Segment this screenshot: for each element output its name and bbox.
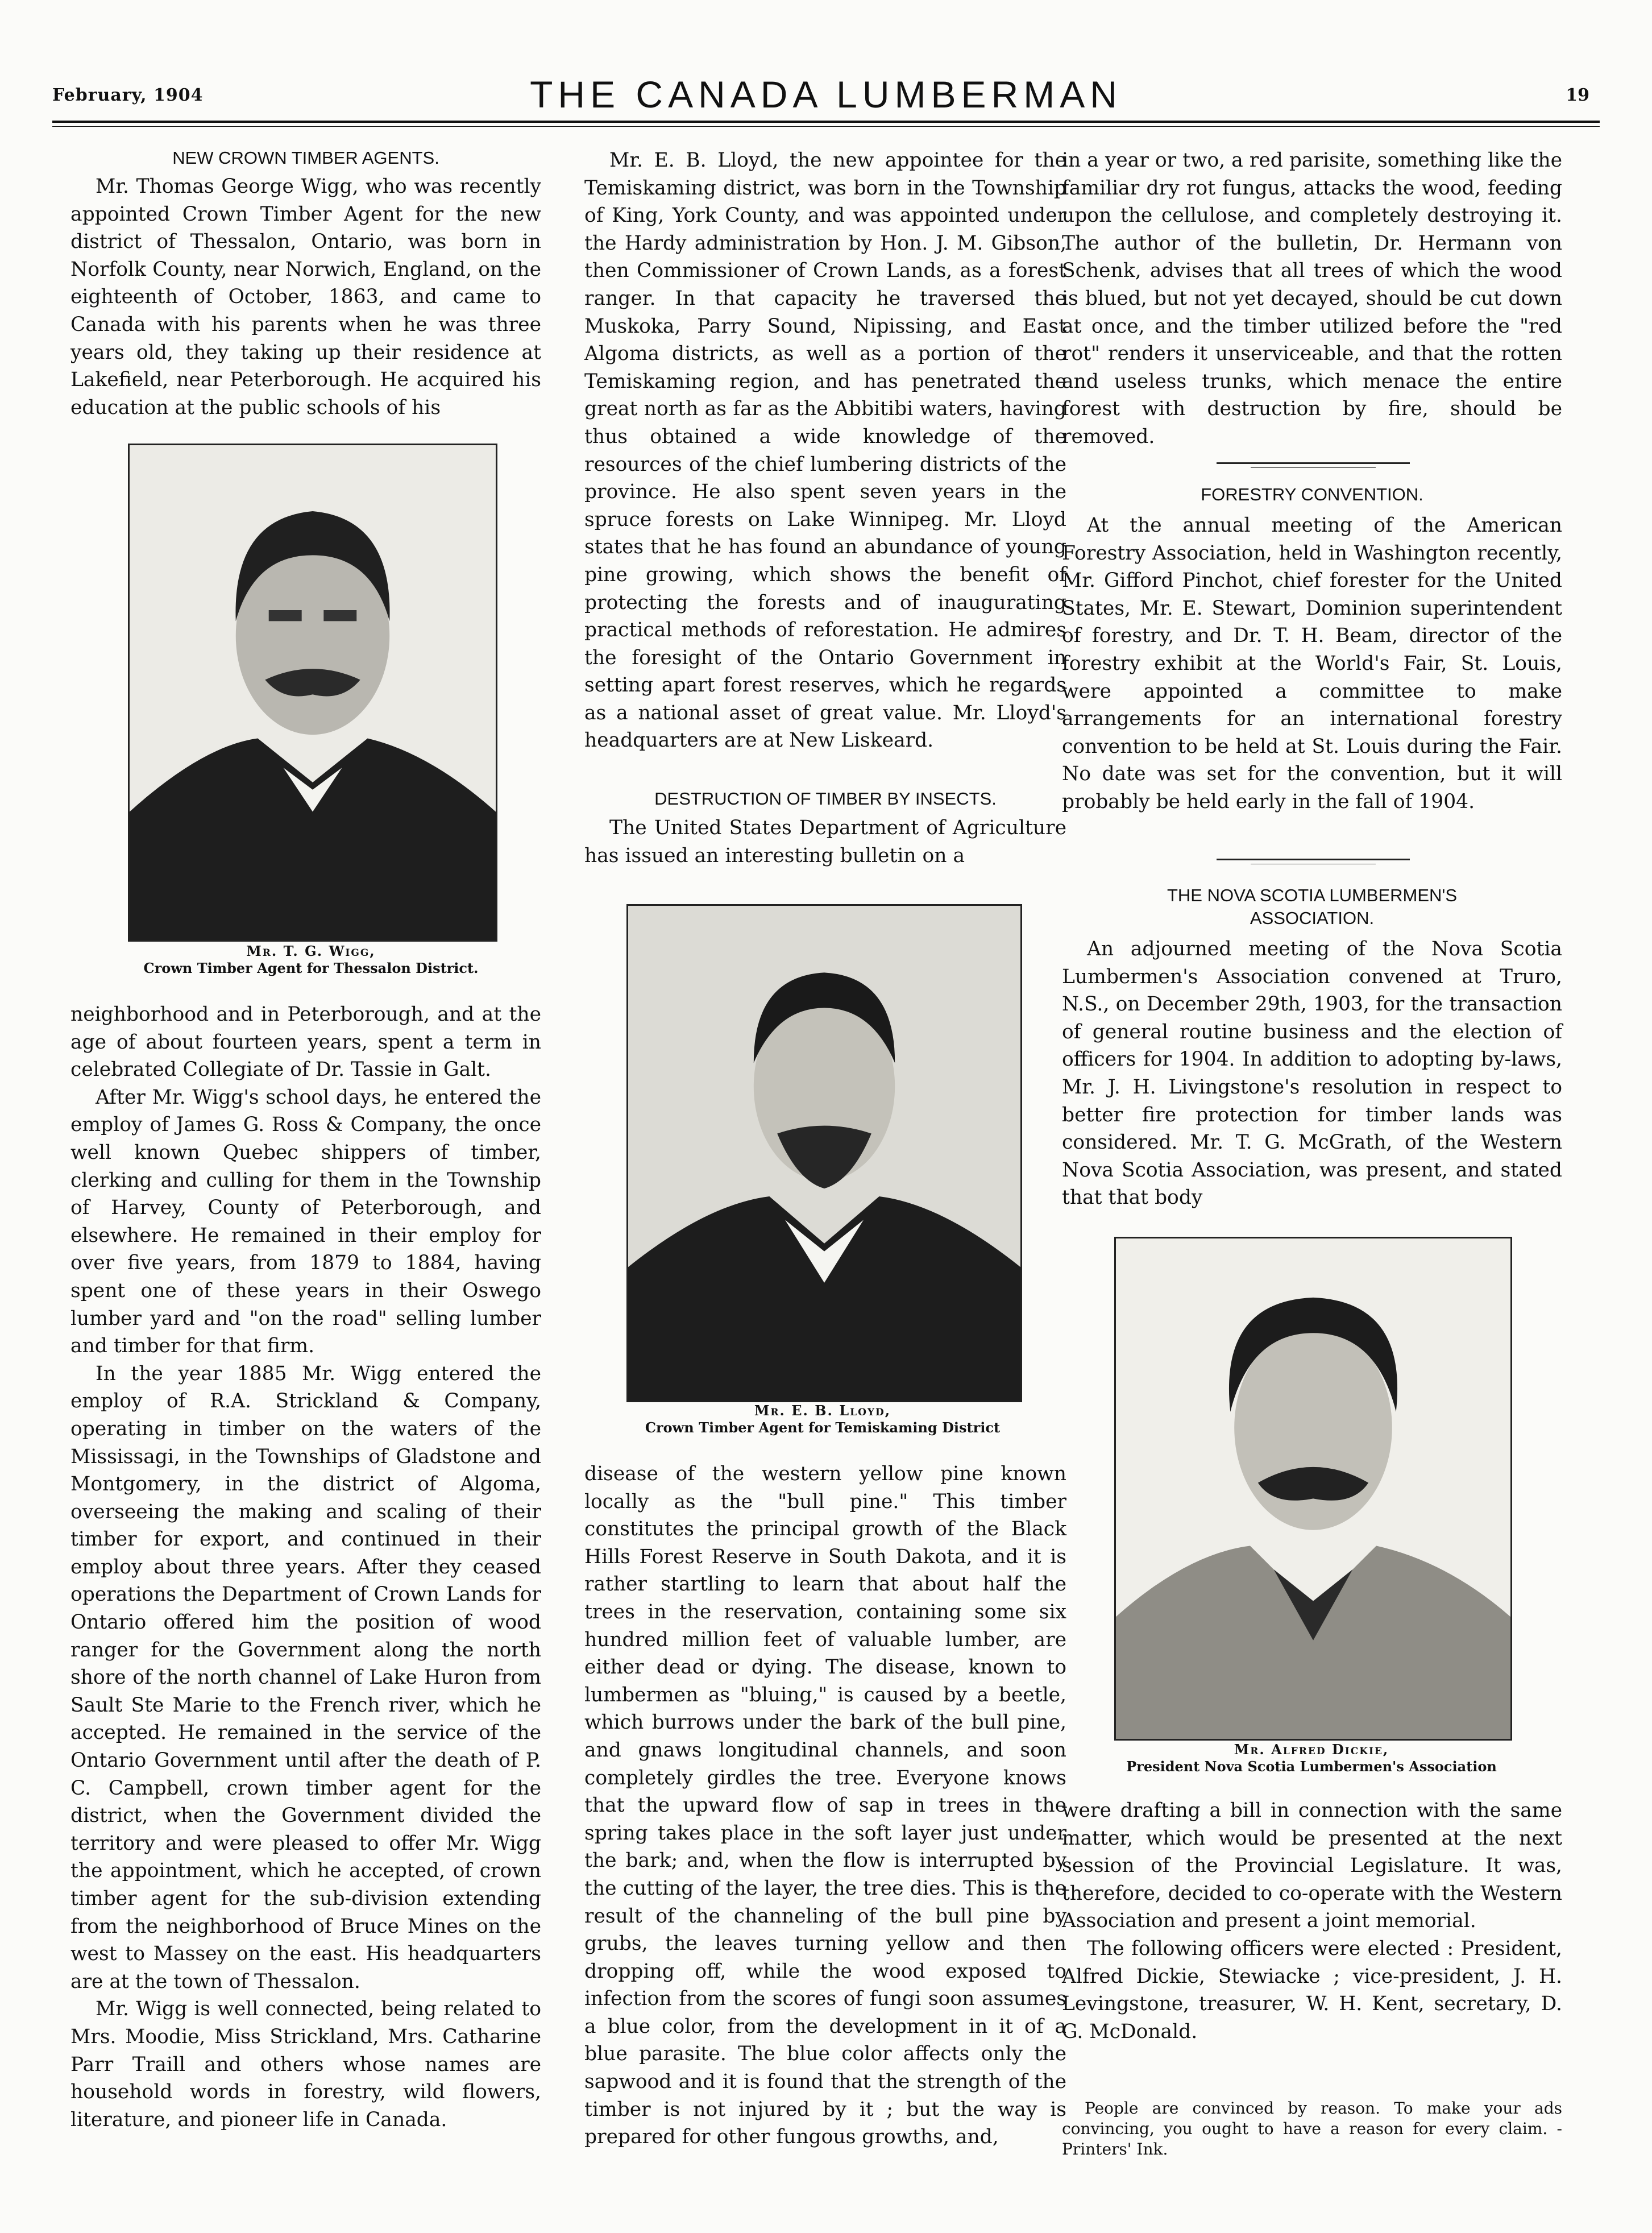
- caption-wigg: [128, 943, 494, 977]
- separator-rule-1: [1217, 462, 1410, 468]
- caption-dickie-name: Mr. Alfred Dickie,: [1234, 1741, 1389, 1758]
- caption-wigg-title: Crown Timber Agent for Thessalon District.: [143, 960, 479, 976]
- paragraph-red-rot: in a year or two, a red parisite, something like the familiar dry rot fungus, attacks the wood, feeding upon the cellulose, and completely destroying it. The author of the bulletin, Dr. Hermann von Schenk, advises that all trees of which the wood is blued, but not yet decayed, should be cut down at once, and the timber utilized before the "red rot" renders it unserviceable, and that the rotten and useless trunks, which menace the entire forest with destruction by fire, should be removed.: [1062, 149, 1562, 448]
- caption-lloyd-name: Mr. E. B. Lloyd,: [754, 1402, 891, 1419]
- header-rule-thin: [52, 126, 1600, 127]
- paragraph-nova-scotia-bill: were drafting a bill in connection with the same matter, which would be presented at the next session of the Provincial Legislature. It was, therefore, decided to co-operate with the Western Association and present a joint memorial.: [1062, 1799, 1562, 1933]
- paragraph-forestry-convention: At the annual meeting of the American Forestry Association, held in Washington recently, Mr. Gifford Pinchot, chief forester for the United States, Mr. E. Stewart, Dominion superintendent of forestry, and Dr. T. H. Beam, director of the forestry exhibit at the World's Fair, St. Louis, were appointed a committee to make arrangements for an international forestry convention to be held at St. Louis during the Fair. No date was set for the convention, but it will probably be held early in the fall of 1904.: [1062, 514, 1562, 813]
- portrait-lloyd-image: [628, 906, 1020, 1401]
- heading-new-crown-timber-agents: NEW CROWN TIMBER AGENTS.: [172, 148, 439, 168]
- heading-nova-scotia-association: [1062, 884, 1562, 930]
- column-2-bottom: [584, 1460, 1066, 2151]
- paragraph-wigg-strickland: In the year 1885 Mr. Wigg entered the employ of R.A. Strickland & Company, operating in timber on the waters of the Mississagi, in the Townships of Gladstone and Montgomery, in the district of Algoma, overseeing the making and scaling of their timber for export, and continued in their employ about three years. After they ceased operations the Department of Crown Lands for Ontario offered him the position of wood ranger for the Government along the north shore of the north channel of Lake Huron from Sault Ste Marie to the French river, which he accepted. He remained in the service of the Ontario Government until after the death of P. C. Campbell, crown timber agent for the district, when the Government divided the territory and were pleased to offer Mr. Wigg the appointment, which he accepted, of crown timber agent for the sub-division extending from the neighborhood of Bruce Mines on the west to Massey on the east. His headquarters are at the town of Thessalon.: [70, 1362, 541, 1993]
- heading-nova-scotia-line2: ASSOCIATION.: [1250, 908, 1375, 928]
- column-1-bottom: [70, 1001, 541, 2133]
- portrait-dickie-image: [1116, 1238, 1510, 1739]
- portrait-photo-lloyd: [626, 904, 1022, 1402]
- header-rule-thick: [52, 121, 1600, 123]
- caption-lloyd: [626, 1402, 1019, 1436]
- column-2-top: [584, 147, 1066, 755]
- portrait-photo-dickie: [1114, 1237, 1512, 1741]
- paragraph-wigg-intro: Mr. Thomas George Wigg, who was recently appointed Crown Timber Agent for the new district of Thessalon, Ontario, was born in Norfolk County, near Norwich, England, on the eighteenth of October, 1863, and came to Canada with his parents when he was three years old, they taking up their residence at Lakefield, near Peterborough. He acquired his education at the public schools of his: [70, 175, 541, 419]
- portrait-wigg-image: [130, 445, 496, 940]
- column-2-insects-intro: [584, 814, 1066, 869]
- masthead-title: THE CANADA LUMBERMAN: [530, 73, 1122, 115]
- caption-dickie: [1114, 1741, 1509, 1775]
- filler-text: People are convinced by reason. To make your ads convincing, you ought to have a reason for every claim. -Printers' Ink.: [1062, 2099, 1562, 2159]
- paragraph-lloyd: Mr. E. B. Lloyd, the new appointee for the Temiskaming district, was born in the Township of King, York County, and was appointed under the Hardy administration by Hon. J. M. Gibson, then Commissioner of Crown Lands, as a forest ranger. In that capacity he traversed the Muskoka, Parry Sound, Nipissing, and East Algoma districts, as well as a portion of the Temiskaming region, and has penetrated the great north as far as the Abbitibi waters, having thus obtained a wide knowledge of the resources of the chief lumbering districts of the province. He also spent seven years in the spruce forests on Lake Winnipeg. Mr. Lloyd states that he has found an abundance of young pine growing, which shows the benefit of protecting the forests and of inaugurating practical methods of reforestation. He admires the foresight of the Ontario Government in setting apart forest reserves, which he regards as a national asset of great value. Mr. Lloyd's headquarters are at New Liskeard.: [584, 149, 1066, 752]
- paragraph-officers-elected: The following officers were elected : President, Alfred Dickie, Stewiacke ; vice-president, J. H. Levingstone, treasurer, W. H. Kent, secretary, D. G. McDonald.: [1062, 1937, 1562, 2043]
- caption-lloyd-title: Crown Timber Agent for Temiskaming District: [645, 1419, 1001, 1436]
- paragraph-bull-pine: disease of the western yellow pine known locally as the "bull pine." This timber constitutes the principal growth of the Black Hills Forest Reserve in South Dakota, and it is rather startling to learn that about half the trees in the reservation, containing some six hundred million feet of valuable lumber, are either dead or dying. The disease, known to lumbermen as "bluing," is caused by a beetle, which burrows under the bark of the bull pine, and gnaws longitudinal channels, and soon completely girdles the tree. Everyone knows that the upward flow of sap in trees in the spring takes place in the soft layer just under the bark; and, when the flow is interrupted by the cutting of the layer, the tree dies. This is the result of the channeling of the bull pine by grubs, the leaves turning yellow and then dropping off, while the wood exposed to infection from the scores of fungi soon assumes a blue color, from the development in it of a blue parasite. The blue color affects only the sapwood and it is found that the strength of the timber is not injured by it ; but the way is prepared for other fungous growths, and,: [584, 1463, 1066, 2149]
- separator-rule-2: [1217, 859, 1410, 864]
- column-3-bottom: [1062, 1797, 1562, 2045]
- paragraph-wigg-ross: After Mr. Wigg's school days, he entered the employ of James G. Ross & Company, the once well known Quebec shippers of timber, clerking and culling for them in the Township of Harvey, County of Peterborough, and elsewhere. He remained in their employ for over five years, from 1879 to 1884, having spent one of these years in their Oswego lumber yard and "on the road" selling lumber and timber for that firm.: [70, 1086, 541, 1358]
- caption-dickie-title: President Nova Scotia Lumbermen's Association: [1126, 1758, 1497, 1775]
- page-number: 19: [1566, 85, 1589, 105]
- heading-forestry-convention: FORESTRY CONVENTION.: [1201, 484, 1423, 504]
- caption-wigg-name: Mr. T. G. Wigg,: [246, 943, 376, 959]
- paragraph-wigg-education: neighborhood and in Peterborough, and at the age of about fourteen years, spent a term in celebrated Collegiate of Dr. Tassie in Galt.: [70, 1003, 541, 1082]
- heading-destruction-of-timber: DESTRUCTION OF TIMBER BY INSECTS.: [654, 789, 997, 809]
- column-3-forestry: [1062, 512, 1562, 816]
- heading-nova-scotia-line1: THE NOVA SCOTIA LUMBERMEN'S: [1167, 885, 1458, 905]
- column-3-nova-scotia: [1062, 935, 1562, 1212]
- column-1-top: [70, 173, 541, 421]
- paragraph-nova-scotia-meeting: An adjourned meeting of the Nova Scotia Lumbermen's Association convened at Truro, N.S., on December 29th, 1903, for the transaction of general routine business and the election of officers for 1904. In addition to adopting by-laws, Mr. J. H. Livingstone's resolution in respect to better fire protection for timber lands was considered. Mr. T. G. McGrath, of the Western Nova Scotia Association, was present, and stated that that body: [1062, 938, 1562, 1209]
- paragraph-wigg-connections: Mr. Wigg is well connected, being related to Mrs. Moodie, Miss Strickland, Mrs. Catharine Parr Traill and others whose names are household words in forestry, wild flowers, literature, and pioneer life in Canada.: [70, 1998, 541, 2131]
- column-3-top: [1062, 147, 1562, 451]
- issue-date: February, 1904: [52, 85, 204, 105]
- printers-ink-filler: [1062, 2098, 1562, 2160]
- portrait-photo-wigg: [128, 444, 497, 942]
- paragraph-insects-intro: The United States Department of Agriculture has issued an interesting bulletin on a: [584, 817, 1066, 867]
